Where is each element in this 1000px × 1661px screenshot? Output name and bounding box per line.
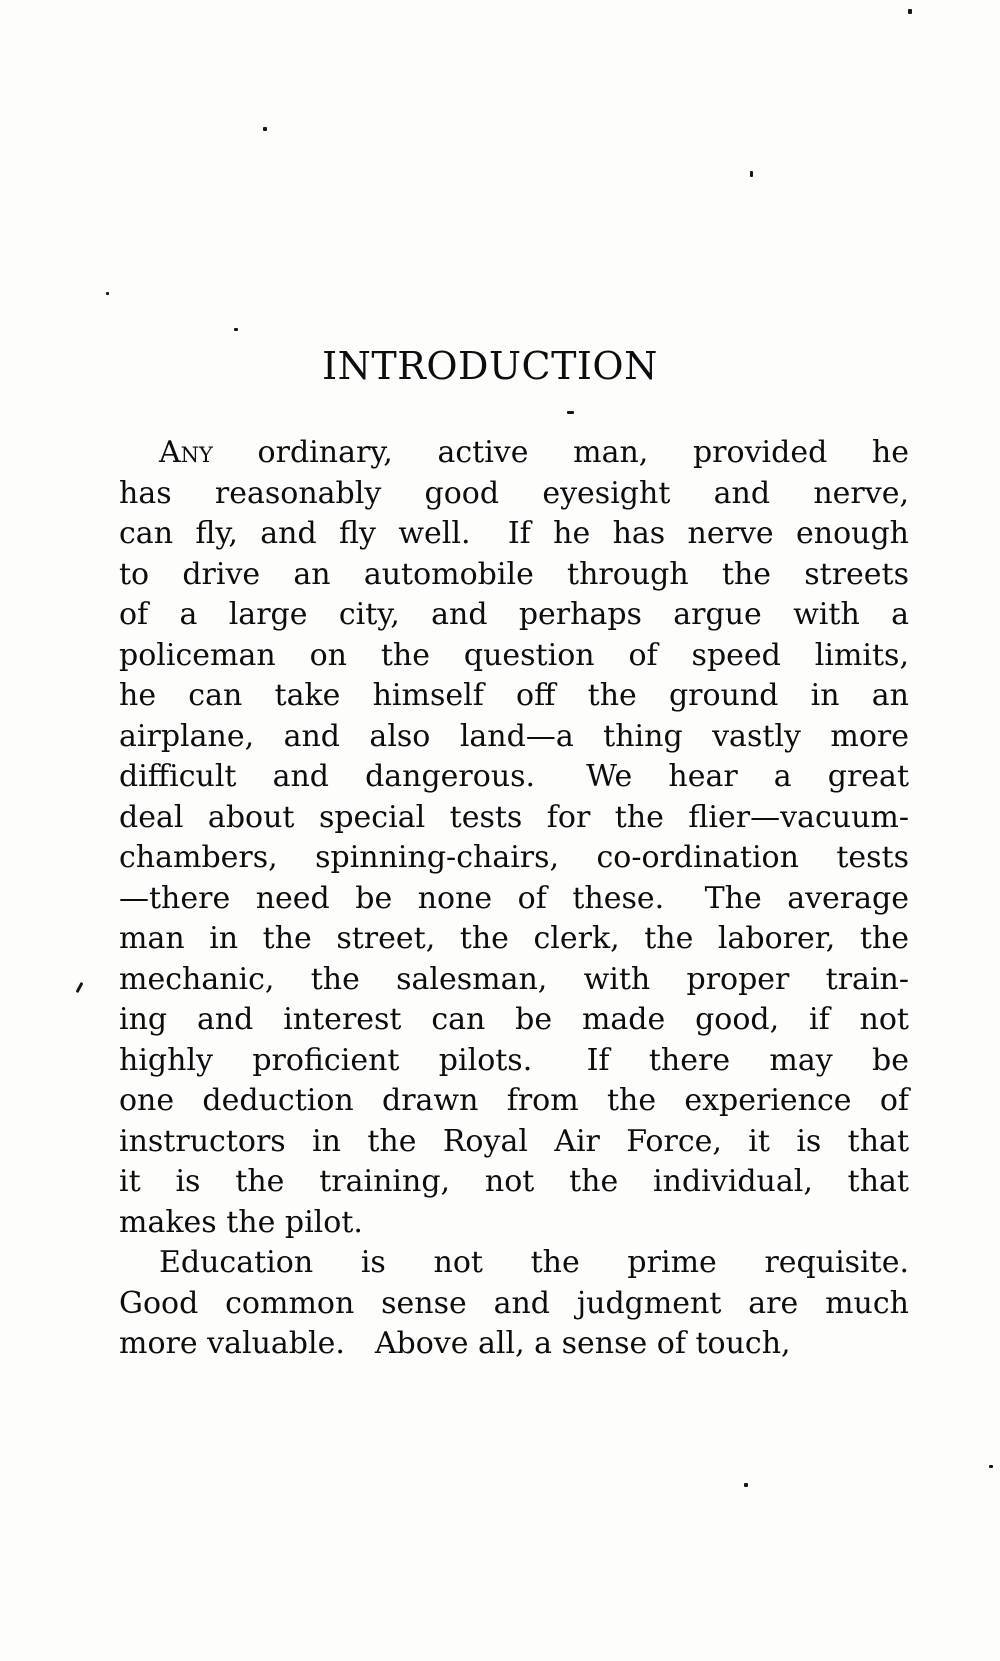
- scan-speck: [234, 328, 238, 331]
- text-line: he can take himself off the ground in an: [119, 678, 909, 713]
- text-line: —there need be none of these. The average: [119, 880, 909, 916]
- text-line: policeman on the question of speed limits,: [119, 637, 909, 673]
- scan-speck: [744, 1483, 748, 1487]
- text-line: to drive an automobile through the streets: [119, 556, 909, 592]
- scan-speck: [989, 1465, 993, 1468]
- text-line: of a large city, and perhaps argue with a: [119, 597, 909, 632]
- text-line: airplane, and also land—a thing vastly more: [119, 718, 909, 754]
- body-text-block: [119, 433, 909, 1365]
- text-line: has reasonably good eyesight and nerve,: [119, 475, 909, 511]
- text-line: one deduction drawn from the experience of: [119, 1083, 909, 1118]
- text-line: ing and interest can be made good, if not: [119, 1002, 909, 1037]
- scan-speck: [750, 171, 753, 177]
- text-line: man in the street, the clerk, the laborer, the: [119, 921, 909, 956]
- text-line: Good common sense and judgment are much: [119, 1285, 909, 1321]
- text-line: mechanic, the salesman, with proper train-: [119, 961, 909, 997]
- scan-speck: [263, 127, 267, 131]
- scan-speck: [908, 9, 912, 14]
- text-line: Education is not the prime requisite.: [159, 1245, 909, 1280]
- scan-speck: [76, 982, 84, 993]
- smallcaps-lead-word: Any: [159, 435, 213, 470]
- scan-speck: [567, 411, 574, 414]
- text-line: deal about special tests for the flier—vacuum-: [119, 799, 909, 835]
- text-line: can fly, and fly well. If he has nerve enough: [119, 516, 909, 551]
- text-line: it is the training, not the individual, that: [119, 1164, 909, 1199]
- text-line: chambers, spinning-chairs, co-ordination tests: [119, 840, 909, 875]
- text-line: highly proficient pilots. If there may be: [119, 1042, 909, 1078]
- text-line: Any ordinary, active man, provided he: [159, 435, 909, 470]
- text-line: difficult and dangerous. We hear a great: [119, 759, 909, 794]
- text-line: makes the pilot.: [119, 1204, 363, 1240]
- text-line: more valuable. Above all, a sense of touch,: [119, 1326, 791, 1361]
- scan-speck: [106, 292, 109, 295]
- text-line: instructors in the Royal Air Force, it is that: [119, 1123, 909, 1159]
- chapter-title: INTRODUCTION: [322, 344, 658, 388]
